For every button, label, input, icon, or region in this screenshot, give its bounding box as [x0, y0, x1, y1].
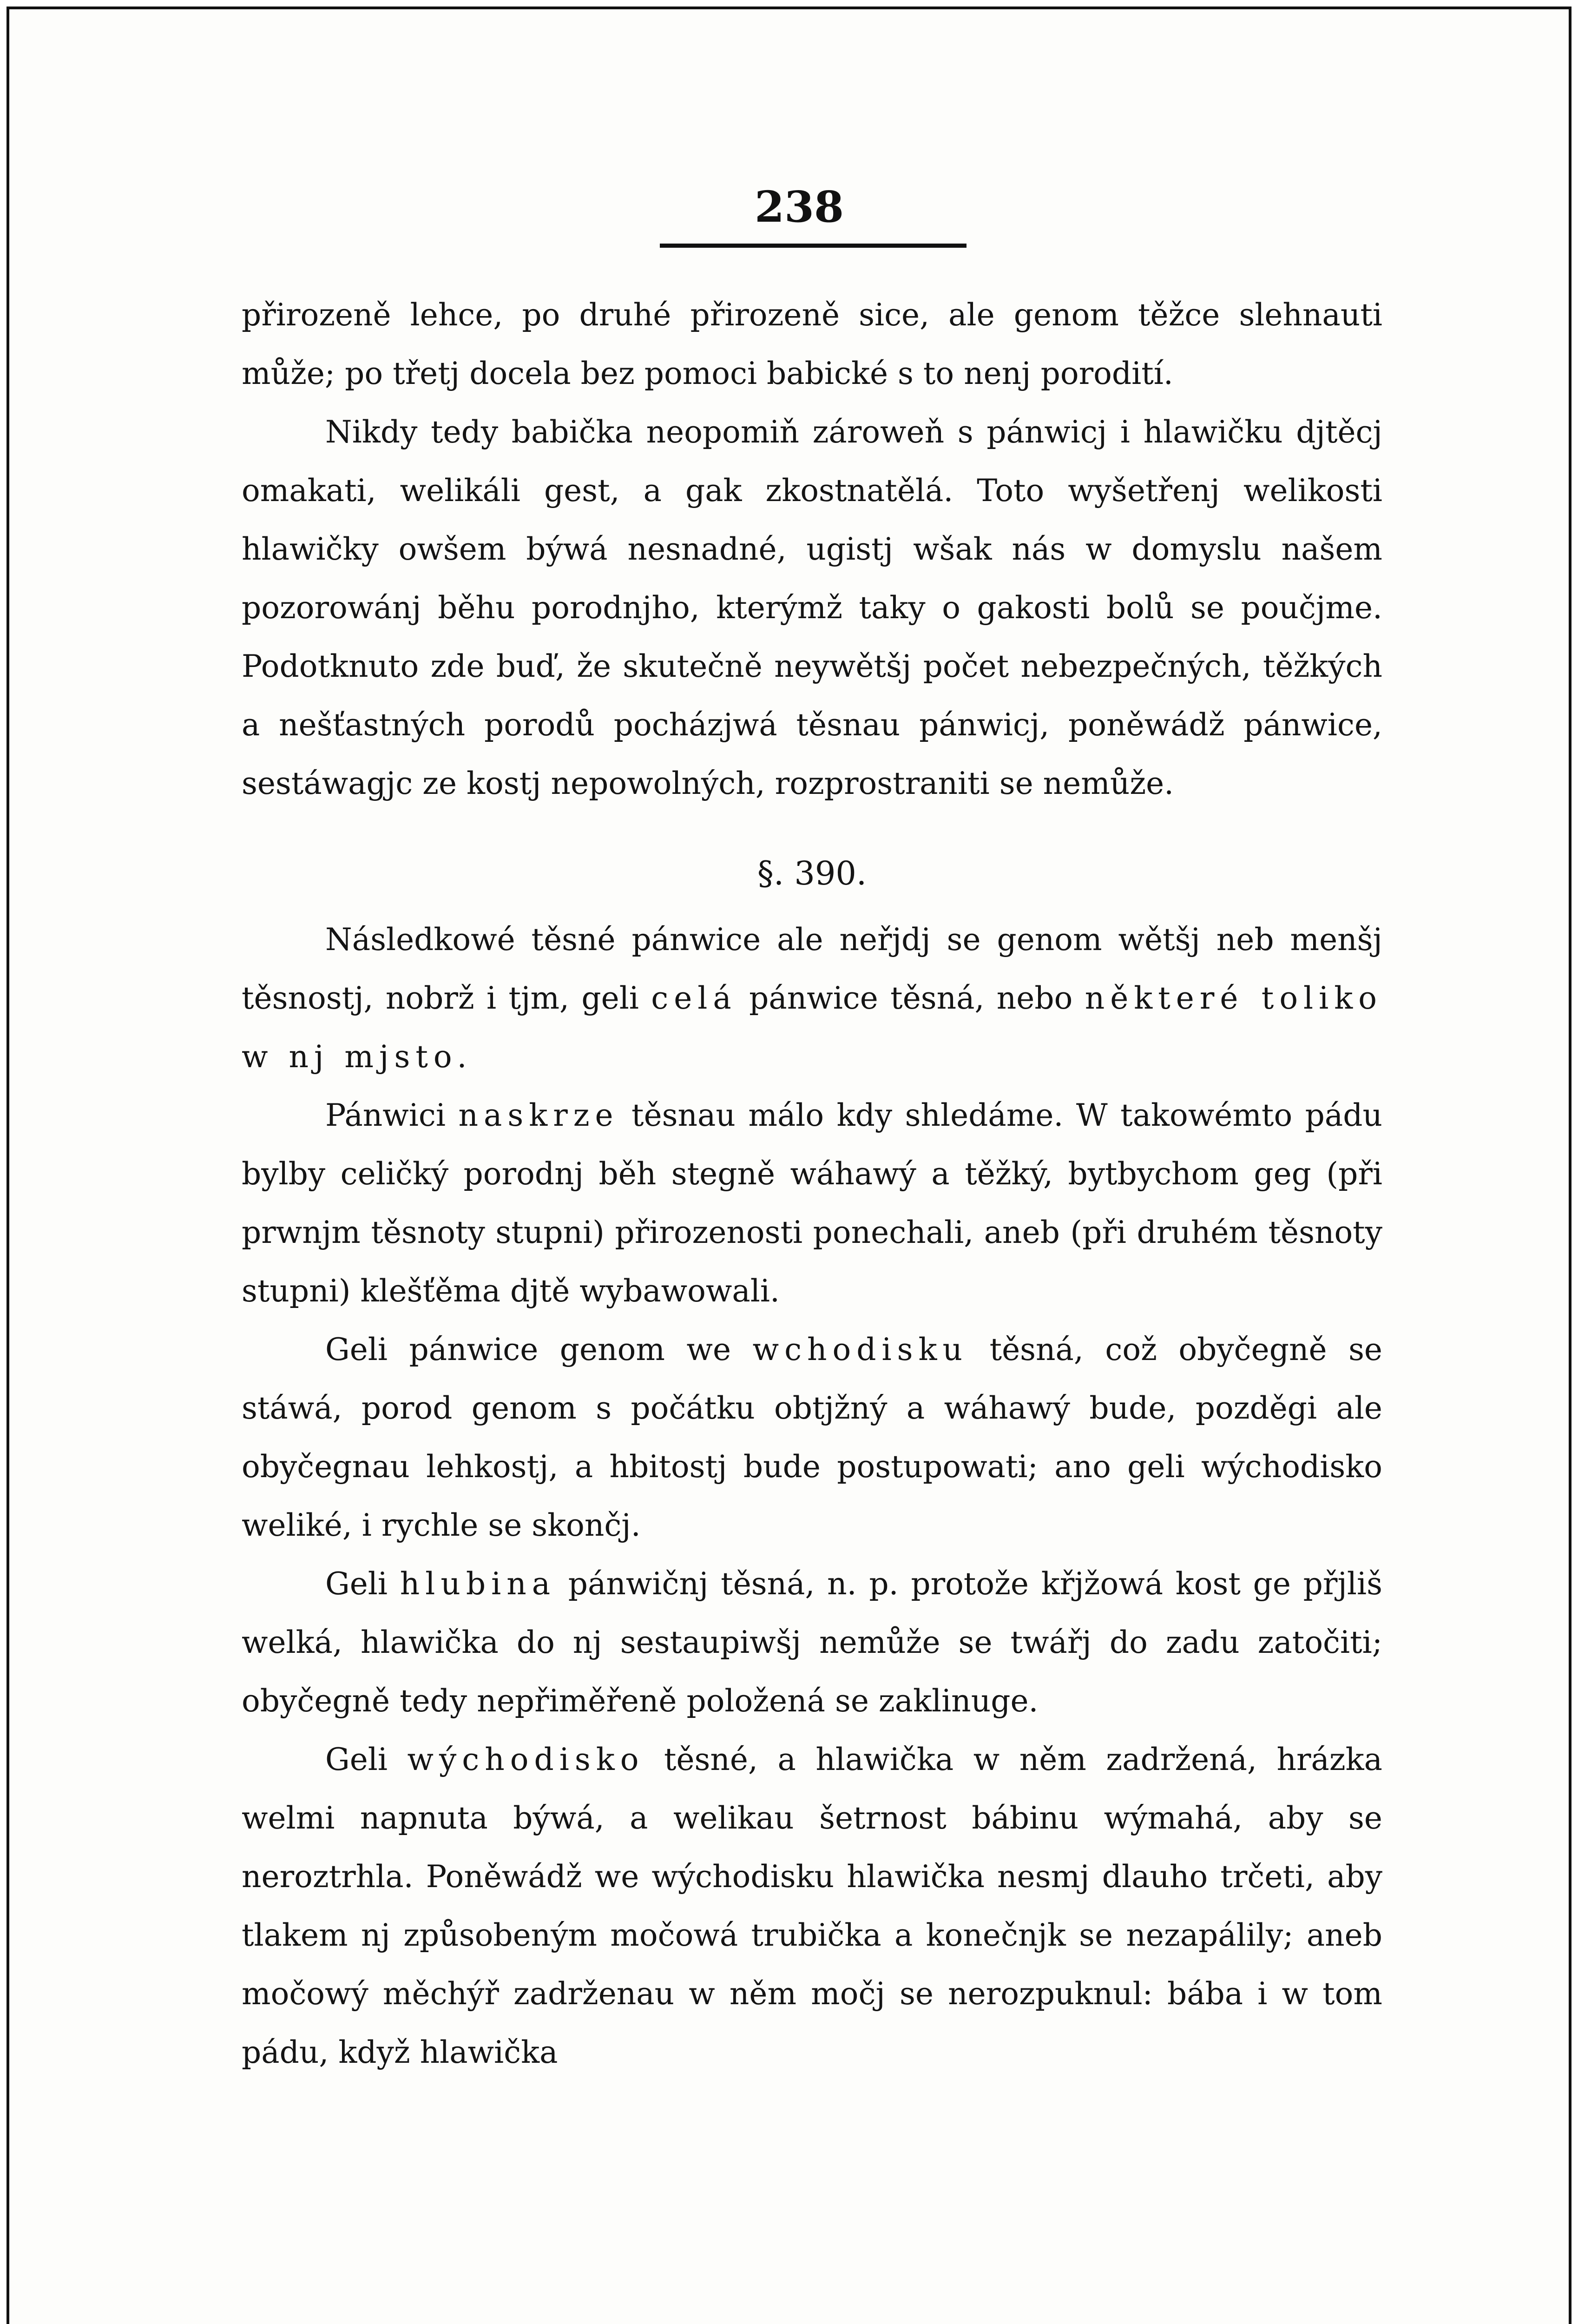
- paragraph-4: [242, 1086, 1382, 1320]
- paragraph-4-text-b: těsnau málo kdy shledáme. W takowémto pádu bylby celičký porodnj běh stegně wáhawý a těžký, bytbychom geg (při prwnjm těsnoty stupni) přirozenosti ponechali, aneb (při druhém těsnoty stupni) klešťěma djtě wybawowali.: [242, 1097, 1383, 1309]
- paragraph-3: [242, 911, 1382, 1086]
- book-page: [9, 9, 1569, 2324]
- paragraph-3-emphasis-2: některé toliko w nj mjsto.: [242, 980, 1382, 1075]
- paragraph-7: [242, 1730, 1382, 2082]
- paragraph-5: [242, 1320, 1382, 1555]
- body-text: [242, 286, 1382, 2082]
- paragraph-1: přirozeně lehce, po druhé přirozeně sice, ale genom těžce slehnauti může; po třetj docela bez pomoci babické s to nenj porodití.: [242, 297, 1382, 391]
- header-rule: [660, 244, 967, 248]
- paragraph-7-text-b: těsné, a hlawička w něm zadržená, hrázka welmi napnuta býwá, a welikau šetrnost bábinu wýmahá, aby se neroztrhla. Poněwádž we wýchodisku hlawička nesmj dlauho trčeti, aby tlakem nj způsobeným močowá trubička a konečnjk se nezapálily; aneb močowý měchýř zadrženau w něm močj se nerozpuknul: bába i w tom pádu, když hlawička: [242, 1742, 1382, 2070]
- paragraph-4-text-a: Pánwici: [325, 1097, 459, 1133]
- paragraph-5-text-a: Geli pánwice genom we: [325, 1332, 753, 1367]
- paragraph-3-text-b: pánwice těsná, nebo: [736, 980, 1085, 1016]
- section-heading: §. 390.: [757, 854, 867, 892]
- paragraph-3-emphasis-1: celá: [651, 980, 737, 1016]
- paragraph-5-text-b: těsná, což obyčegně se stáwá, porod genom s počátku obtjžný a wáhawý bude, pozděgi ale obyčegnau lehkostj, a hbitostj bude postupowati; ano geli wýchodisko weliké, i rychle se skončj.: [242, 1332, 1382, 1543]
- paragraph-2: Nikdy tedy babička neopomiň zároweň s pánwicj i hlawičku djtěcj omakati, welikáli gest, a gak zkostnatělá. Toto wyšetřenj welikosti hlawičky owšem býwá nesnadné, ugistj wšak nás w domyslu našem pozorowánj běhu porodnjho, kterýmž taky o gakosti bolů se poučjme. Podotknuto zde buď, že skutečně neywětšj počet nebezpečných, těžkých a nešťastných porodů pocházjwá těsnau pánwicj, poněwádž pánwice, sestáwagjc ze kostj nepowolných, rozprostraniti se nemůže.: [242, 414, 1382, 801]
- paragraph-7-text-a: Geli: [325, 1742, 408, 1777]
- paragraph-6: [242, 1555, 1382, 1730]
- paragraph-5-emphasis: wchodisku: [752, 1332, 968, 1367]
- paragraph-4-emphasis: naskrze: [458, 1097, 619, 1133]
- paragraph-6-emphasis: hlubina: [400, 1566, 556, 1602]
- paragraph-3-text-a: Následkowé těsné pánwice ale neřjdj se genom wětšj neb menšj těsnostj, nobrž i tjm, geli: [242, 922, 1382, 1016]
- paragraph-6-text-a: Geli: [325, 1566, 400, 1602]
- paragraph-6-text-b: pánwičnj těsná, n. p. protože křjžowá kost ge přjliš welká, hlawička do nj sestaupiwšj nemůže se twářj do zadu zatočiti; obyčegně tedy nepřiměřeně položená se zaklinuge.: [242, 1566, 1383, 1719]
- page-number: 238: [754, 182, 844, 232]
- paragraph-7-emphasis: wýchodisko: [407, 1742, 644, 1777]
